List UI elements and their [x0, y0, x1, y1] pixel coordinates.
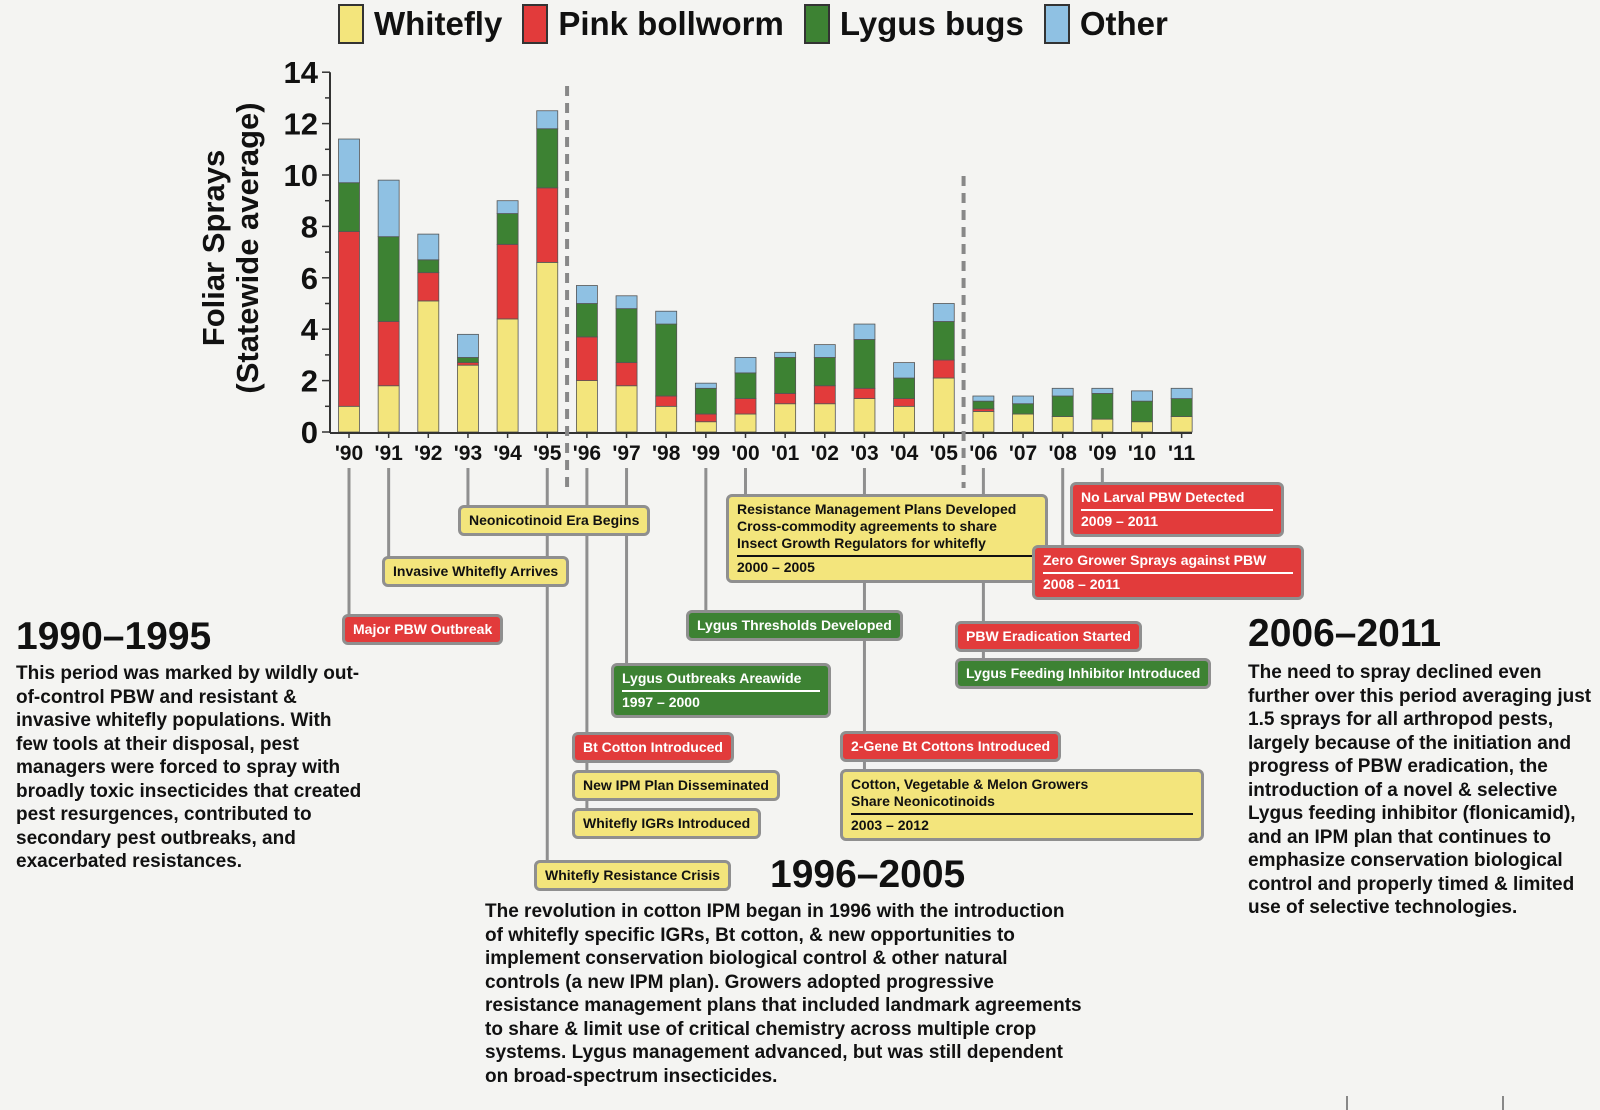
bar-segment-lygus-bugs [656, 324, 677, 396]
x-tick-label: '05 [929, 442, 958, 465]
bar-segment-pink-bollworm [418, 273, 439, 301]
bar-segment-lygus-bugs [735, 373, 756, 399]
event-share-neonic-line2: Share Neonicotinoids [851, 793, 995, 809]
event-resistance-plans [726, 494, 1048, 583]
legend [338, 4, 1168, 44]
bar-segment-lygus-bugs [894, 378, 915, 399]
bar-segment-whitefly [973, 411, 994, 432]
x-tick-label: '06 [969, 442, 998, 465]
event-lygus-outbreaks [611, 663, 831, 718]
bar-segment-other [775, 352, 796, 357]
x-tick-label: '98 [652, 442, 681, 465]
event-invasive-whitefly: Invasive Whitefly Arrives [382, 556, 569, 587]
event-share-neonic-line1: Cotton, Vegetable & Melon Growers [851, 776, 1089, 792]
event-resistance-plans-detail1: Cross-commodity agreements to share [737, 518, 997, 534]
bar-segment-lygus-bugs [378, 237, 399, 322]
bar-segment-lygus-bugs [457, 357, 478, 362]
bar-segment-whitefly [933, 378, 954, 432]
bar-segment-pink-bollworm [814, 386, 835, 404]
x-tick-label: '94 [493, 442, 522, 465]
bar-segment-other [894, 363, 915, 378]
legend-item-other [1044, 4, 1168, 44]
bar-segment-pink-bollworm [576, 337, 597, 381]
bar-segment-lygus-bugs [1171, 399, 1192, 417]
y-tick-label: 4 [300, 312, 318, 348]
event-whitefly-resistance: Whitefly Resistance Crisis [534, 860, 731, 891]
x-tick-label: '02 [810, 442, 839, 465]
bar-segment-other [695, 383, 716, 388]
event-pbw-eradication: PBW Eradication Started [955, 621, 1142, 652]
bar-segment-pink-bollworm [656, 396, 677, 406]
event-share-neonicotinoids [840, 769, 1204, 841]
bar-segment-other [933, 304, 954, 322]
legend-label: Lygus bugs [839, 5, 1024, 42]
bar-segment-whitefly [814, 404, 835, 432]
x-tick-label: '95 [533, 442, 562, 465]
legend-item-pink-bollworm [522, 4, 784, 44]
bar-segment-whitefly [656, 406, 677, 432]
x-tick-label: '90 [334, 442, 364, 465]
bar-segment-whitefly [339, 406, 360, 432]
legend-swatch-whitefly [338, 4, 364, 44]
bar-segment-lygus-bugs [814, 357, 835, 385]
legend-label: Other [1079, 5, 1168, 42]
x-tick-label: '01 [770, 442, 800, 465]
event-resistance-plans-title: Resistance Management Plans Developed [737, 501, 1017, 517]
x-tick-label: '99 [691, 442, 721, 465]
event-lygus-thresholds: Lygus Thresholds Developed [686, 610, 903, 641]
bar-segment-pink-bollworm [775, 393, 796, 403]
period-1-text: This period was marked by wildly out-of-control PBW and resistant & invasive whitefly populations. With few tools at their disposal, pest managers were forced to spray with broadly toxic insecticides that created pest resurgences, contributed to secondary pest outbreaks, and exacerbated resistances. [16, 663, 362, 872]
bar-segment-lygus-bugs [576, 304, 597, 337]
bar-segment-lygus-bugs [339, 183, 360, 232]
bar-segment-other [576, 286, 597, 304]
y-axis-label-line2: (Statewide average) [230, 102, 265, 394]
x-tick-label: '10 [1127, 442, 1157, 465]
bar-segment-whitefly [854, 399, 875, 432]
event-resistance-plans-range: 2000 – 2005 [737, 555, 1037, 576]
bar-segment-whitefly [616, 386, 637, 432]
bar-segment-pink-bollworm [933, 360, 954, 378]
event-new-ipm-plan: New IPM Plan Disseminated [572, 770, 780, 801]
bar-segment-other [973, 396, 994, 401]
bar-segment-lygus-bugs [933, 321, 954, 360]
y-axis-label [197, 102, 265, 393]
event-lygus-outbreaks-title: Lygus Outbreaks Areawide [622, 670, 802, 686]
bar-segment-whitefly [576, 381, 597, 432]
bar-segment-lygus-bugs [616, 309, 637, 363]
bar-segment-other [1132, 391, 1153, 401]
period-2-text: The revolution in cotton IPM began in 1996 with the introduction of whitefly specific IGRs, Bt cotton, & new opportunities to implement conservation biological control & other natural controls (a new IPM plan). Growers adopted progressive resistance management plans that included landmark agreements to share & limit use of critical chemistry across multiple crop systems. Lygus management advanced, but was still dependent on broad-spectrum insecticides. [485, 901, 1082, 1087]
legend-swatch-other [1044, 4, 1070, 44]
bar-segment-whitefly [735, 414, 756, 432]
bar-segment-other [814, 345, 835, 358]
bar-segment-pink-bollworm [378, 321, 399, 385]
event-two-gene-bt: 2-Gene Bt Cottons Introduced [840, 731, 1061, 762]
event-zero-sprays-range: 2008 – 2011 [1043, 572, 1293, 593]
x-tick-label: '03 [850, 442, 879, 465]
event-bt-cotton: Bt Cotton Introduced [572, 732, 734, 763]
bar-segment-other [1171, 388, 1192, 398]
bar-segment-whitefly [457, 365, 478, 432]
bar-segment-lygus-bugs [854, 339, 875, 388]
event-lygus-outbreaks-range: 1997 – 2000 [622, 690, 820, 711]
y-axis-label-line1: Foliar Sprays [196, 149, 231, 347]
legend-item-lygus [804, 4, 1024, 44]
period-1-title: 1990–1995 [16, 615, 212, 658]
bars-group [339, 111, 1193, 432]
bar-segment-pink-bollworm [537, 188, 558, 263]
event-resistance-plans-detail2: Insect Growth Regulators for whitefly [737, 535, 986, 551]
x-tick-label: '96 [572, 442, 602, 465]
period-3-text: The need to spray declined even further over this period averaging just 1.5 sprays for all arthropod pests, largely because of the initiation and progress of PBW eradication, the introduction of a novel & selective Lygus feeding inhibitor (flonicamid), and an IPM plan that continues to emphasize conservation biological control and properly timed & limited use of selective technologies. [1248, 662, 1592, 918]
bar-segment-other [1013, 396, 1034, 404]
bar-segment-other [457, 334, 478, 357]
event-zero-grower-sprays [1032, 545, 1304, 600]
y-tick-label: 10 [283, 158, 318, 193]
bar-segment-whitefly [894, 406, 915, 432]
bar-segment-other [656, 311, 677, 324]
bar-segment-lygus-bugs [973, 401, 994, 409]
x-tick-label: '09 [1088, 442, 1117, 465]
bar-segment-lygus-bugs [497, 214, 518, 245]
period-3-title: 2006–2011 [1248, 612, 1442, 655]
bar-segment-lygus-bugs [1013, 404, 1034, 414]
bar-segment-other [497, 201, 518, 214]
event-lygus-feeding-inhibitor: Lygus Feeding Inhibitor Introduced [955, 658, 1211, 689]
bar-segment-whitefly [378, 386, 399, 432]
bottom-edge-mark [1346, 1096, 1348, 1110]
y-tick-label: 6 [300, 260, 318, 296]
event-no-larval-pbw [1070, 482, 1284, 537]
bottom-edge-mark [1502, 1096, 1504, 1110]
legend-swatch-lygus [804, 4, 830, 44]
x-tick-label: '11 [1168, 442, 1196, 465]
y-tick-label: 0 [300, 415, 318, 450]
bar-segment-whitefly [1052, 417, 1073, 432]
bar-segment-lygus-bugs [1132, 401, 1153, 422]
bar-segment-whitefly [1132, 422, 1153, 432]
y-tick-label: 8 [300, 209, 318, 245]
bar-segment-other [378, 180, 399, 237]
bar-segment-whitefly [1092, 419, 1113, 432]
bar-segment-other [616, 296, 637, 309]
bar-segment-whitefly [537, 262, 558, 432]
bar-segment-other [735, 357, 756, 372]
bar-segment-pink-bollworm [735, 399, 756, 414]
x-tick-label: '93 [453, 442, 483, 465]
y-tick-label: 2 [300, 363, 318, 399]
bar-segment-lygus-bugs [1052, 396, 1073, 417]
bar-segment-pink-bollworm [616, 363, 637, 386]
x-tick-label: '91 [374, 442, 403, 465]
event-no-larval-pbw-title: No Larval PBW Detected [1081, 489, 1245, 505]
event-whitefly-igrs: Whitefly IGRs Introduced [572, 808, 761, 839]
event-zero-sprays-title: Zero Grower Sprays against PBW [1043, 552, 1267, 568]
bar-segment-lygus-bugs [695, 388, 716, 414]
bar-segment-pink-bollworm [339, 232, 360, 407]
bar-segment-pink-bollworm [854, 388, 875, 398]
event-major-pbw-outbreak: Major PBW Outbreak [342, 614, 503, 645]
period-2-title: 1996–2005 [770, 853, 966, 896]
legend-item-whitefly [338, 4, 502, 44]
bar-segment-other [339, 139, 360, 183]
bar-segment-whitefly [775, 404, 796, 432]
x-tick-label: '97 [612, 442, 641, 465]
bar-segment-lygus-bugs [775, 357, 796, 393]
bar-segment-lygus-bugs [418, 260, 439, 273]
bar-segment-whitefly [497, 319, 518, 432]
bar-segment-lygus-bugs [537, 129, 558, 188]
bar-segment-other [1092, 388, 1113, 393]
x-tick-label: '04 [889, 442, 919, 465]
event-no-larval-pbw-range: 2009 – 2011 [1081, 509, 1273, 530]
bar-segment-pink-bollworm [894, 399, 915, 407]
x-tick-label: '92 [414, 442, 443, 465]
bar-segment-whitefly [695, 422, 716, 432]
bar-segment-whitefly [418, 301, 439, 432]
y-tick-label: 14 [283, 55, 318, 91]
y-tick-label: 12 [283, 106, 318, 142]
event-share-neonic-range: 2003 – 2012 [851, 813, 1193, 834]
bar-segment-whitefly [1013, 414, 1034, 432]
bar-segment-whitefly [1171, 417, 1192, 432]
bar-segment-other [537, 111, 558, 129]
event-neonicotinoid-era: Neonicotinoid Era Begins [458, 505, 650, 536]
x-tick-label: '07 [1008, 442, 1038, 465]
x-tick-label: '00 [731, 442, 760, 465]
bar-segment-other [418, 234, 439, 260]
bar-segment-other [854, 324, 875, 339]
legend-label: Pink bollworm [558, 5, 784, 42]
bar-segment-other [1052, 388, 1073, 396]
bar-segment-pink-bollworm [695, 414, 716, 422]
legend-label: Whitefly [374, 5, 503, 42]
legend-swatch-pink-bollworm [522, 4, 548, 44]
bar-segment-lygus-bugs [1092, 393, 1113, 419]
x-tick-label: '08 [1048, 442, 1077, 465]
bar-segment-pink-bollworm [497, 244, 518, 319]
